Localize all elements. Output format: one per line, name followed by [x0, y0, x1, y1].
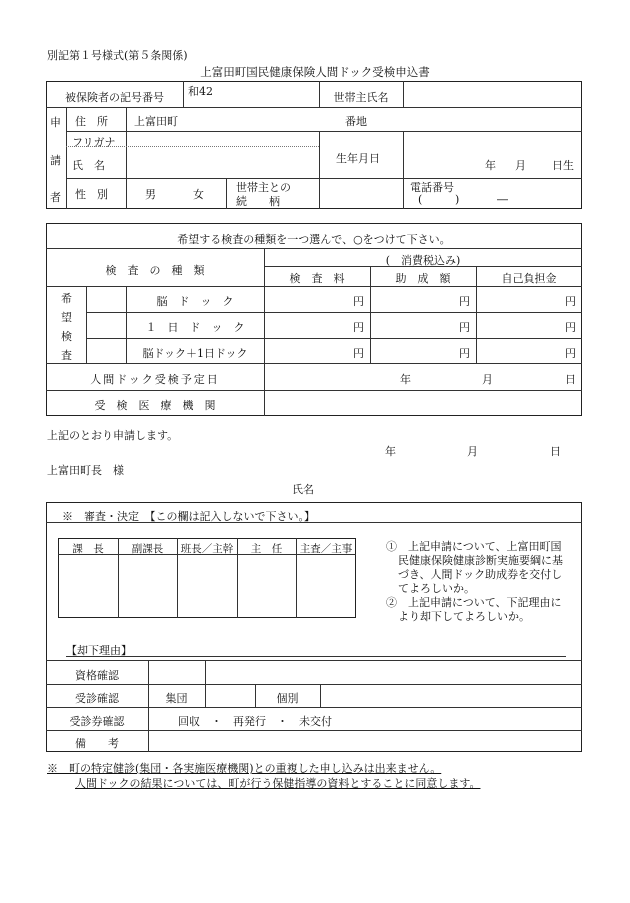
col-exam-fee: 検 査 料 — [289, 272, 345, 285]
qualification-label: 資格確認 — [75, 669, 119, 682]
sex-option-male[interactable]: 男 — [145, 188, 156, 201]
review-note1-line4: てよろしいか。 — [398, 582, 475, 595]
birthdate-label: 生年月日 — [336, 152, 380, 165]
address-town: 上富田町 — [134, 115, 178, 128]
brain-subsidy: 円 — [459, 295, 470, 308]
oneday-subsidy: 円 — [459, 321, 470, 334]
relation-label-line2: 続 柄 — [236, 195, 280, 208]
schedule-label: 人間ドック受検予定日 — [90, 373, 220, 386]
schedule-month: 月 — [482, 373, 493, 386]
review-note1-line3: づき、人間ドック助成券を交付し — [398, 568, 563, 581]
footer-note-1-text: ※ 町の特定健診(集団・各実施医療機関)との重複した申し込みは出来ません。 — [47, 762, 442, 775]
householder-name-field[interactable] — [404, 82, 580, 106]
exam-type-header: 検 査 の 種 類 — [105, 264, 205, 277]
combo-self: 円 — [565, 347, 576, 360]
address-banchi: 番地 — [345, 115, 367, 128]
declaration-year: 年 — [385, 445, 396, 458]
birth-day-unit: 日生 — [552, 159, 574, 172]
declaration-day: 日 — [550, 445, 561, 458]
individual-label: 個別 — [276, 692, 299, 705]
name-label: 氏 名 — [72, 159, 105, 172]
applicant-side-label-3: 者 — [50, 191, 61, 204]
furigana-field[interactable] — [127, 132, 318, 145]
insured-number-field[interactable]: 和42 — [188, 85, 213, 98]
consult-label: 受診確認 — [75, 692, 119, 705]
oneday-self: 円 — [565, 321, 576, 334]
footer-note-1 — [47, 760, 441, 776]
approver-deputy-chief: 副課長 — [131, 543, 164, 555]
address-field[interactable] — [200, 109, 340, 129]
sex-label: 性 別 — [75, 188, 108, 201]
householder-label: 世帯主氏名 — [333, 91, 389, 104]
phone-paren-close: ) — [455, 193, 460, 206]
brain-self: 円 — [565, 295, 576, 308]
schedule-field[interactable] — [266, 365, 580, 389]
exam-side-3: 検 — [61, 330, 72, 343]
relation-field[interactable] — [320, 180, 402, 208]
form-number: 別記第１号様式(第５条関係) — [47, 49, 188, 62]
footer-note-2 — [75, 775, 480, 791]
combo-fee: 円 — [353, 347, 364, 360]
phone-field[interactable] — [405, 180, 581, 208]
signature-name-label: 氏名 — [292, 483, 314, 496]
review-note2-line1: ② 上記申請について、下記理由に — [386, 596, 562, 609]
reject-reason-label: 【却下理由】 — [66, 644, 132, 657]
approver-team-leader: 班長／主幹 — [180, 543, 234, 555]
tax-note: ( 消費税込み) — [385, 254, 461, 267]
address-label: 住 所 — [75, 115, 108, 128]
birth-year-unit: 年 — [485, 159, 496, 172]
review-note1-line1: ① 上記申請について、上富田町国 — [386, 540, 562, 553]
schedule-day: 日 — [565, 373, 576, 386]
combo-subsidy: 円 — [459, 347, 470, 360]
form-title: 上富田町国民健康保険人間ドック受検申込書 — [200, 65, 430, 79]
col-subsidy: 助 成 額 — [395, 272, 451, 285]
addressee: 上富田町長 様 — [47, 464, 124, 477]
exam-row-oneday: １ 日 ド ッ ク — [145, 321, 245, 334]
exam-select-combo[interactable] — [87, 339, 125, 362]
exam-row-combo: 脳ドック＋1日ドック — [142, 347, 248, 360]
remarks-label: 備 考 — [75, 737, 119, 750]
review-note1-line2: 民健康保険健康診断実施要綱に基 — [398, 554, 563, 567]
exam-side-4: 査 — [61, 349, 72, 362]
exam-select-brain[interactable] — [87, 287, 125, 311]
review-title: ※ 審査・決定 【この欄は記入しないで下さい。】 — [62, 510, 315, 523]
institution-field[interactable] — [266, 392, 580, 414]
furigana-label: フリガナ — [72, 136, 116, 149]
insured-number-label: 被保険者の記号番号 — [65, 91, 164, 104]
declaration-month: 月 — [467, 445, 478, 458]
schedule-year: 年 — [400, 373, 411, 386]
phone-dash: ― — [497, 193, 508, 206]
footer-note-2-text: 人間ドックの結果については、町が行う保健指導の資料とすることに同意します。 — [75, 777, 481, 790]
ticket-options: 回収 ・ 再発行 ・ 未交付 — [178, 715, 332, 728]
review-note2-line2: より却下してよろしいか。 — [398, 610, 530, 623]
relation-label-line1: 世帯主との — [236, 181, 291, 194]
approver-section-chief: 課 長 — [72, 543, 104, 555]
phone-label: 電話番号 — [410, 181, 454, 194]
exam-select-oneday[interactable] — [87, 313, 125, 337]
exam-side-1: 希 — [61, 292, 72, 305]
group-label: 集団 — [165, 692, 188, 705]
approver-supervisor: 主 任 — [250, 543, 283, 555]
brain-fee: 円 — [353, 295, 364, 308]
institution-label: 受 検 医 療 機 関 — [94, 399, 216, 412]
applicant-side-label-1: 申 — [50, 116, 61, 129]
approver-staff: 主査／主事 — [299, 543, 353, 555]
phone-paren-open: ( — [418, 193, 423, 206]
exam-row-brain: 脳 ド ッ ク — [156, 295, 234, 308]
applicant-side-label-2: 請 — [50, 154, 61, 167]
oneday-fee: 円 — [353, 321, 364, 334]
sex-option-female[interactable]: 女 — [193, 188, 204, 201]
exam-side-2: 望 — [61, 311, 72, 324]
ticket-label: 受診券確認 — [69, 715, 125, 728]
name-field[interactable] — [127, 148, 318, 176]
exam-instruction: 希望する検査の種類を一つ選んで、○をつけて下さい。 — [177, 233, 451, 246]
col-self-pay: 自己負担金 — [501, 272, 557, 285]
birthdate-field[interactable] — [405, 133, 581, 177]
birth-month-unit: 月 — [515, 159, 526, 172]
declaration-statement: 上記のとおり申請します。 — [47, 429, 179, 442]
